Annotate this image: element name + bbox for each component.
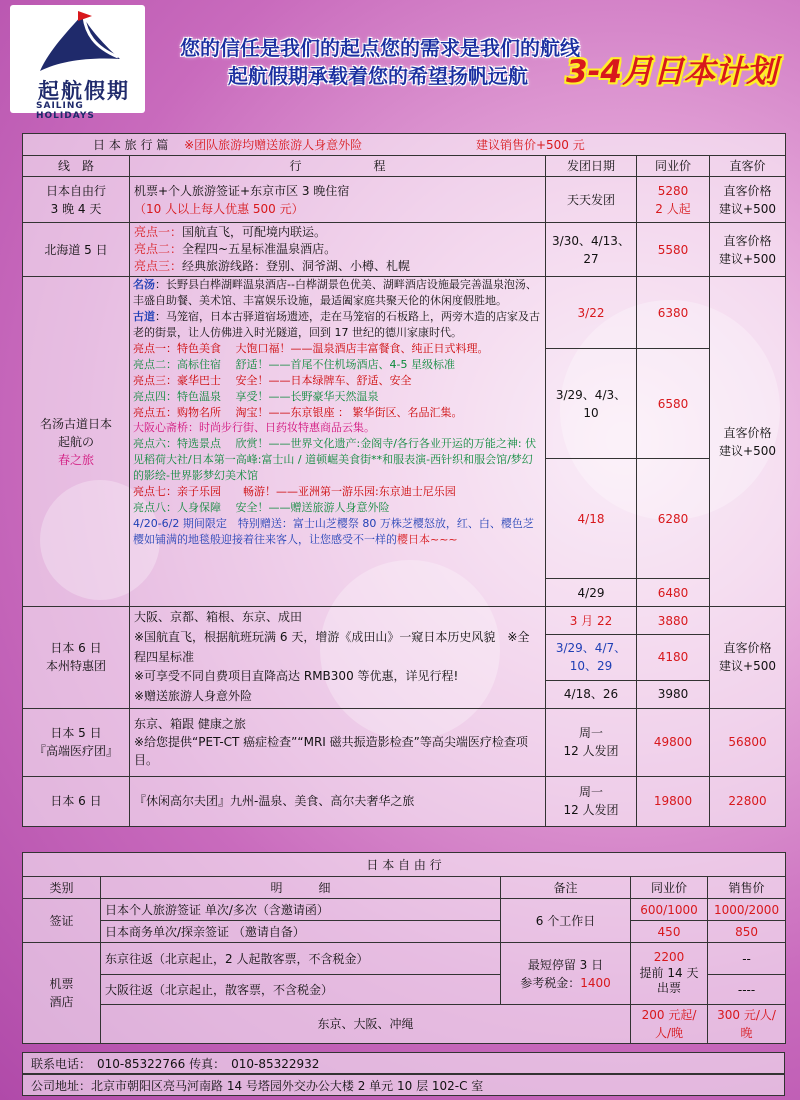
route-name: 日本 6 日 [50,641,102,656]
japan-free-travel-table [22,852,786,1044]
direct-price: 56800 [710,708,786,776]
peer-price: 2200 [653,950,685,965]
departure-date: 3/30、4/13、27 [546,223,637,277]
brand-logo [10,5,145,121]
highlight-item: 亮点八：人身保障 安全！——赠送旅游人身意外险 [133,501,390,515]
direct-price-note: 建议+500 [719,201,776,216]
sakura-promo-tail: 樱日本~~~ [397,533,458,546]
contact-phone: 联系电话： 010-85322766 传真： 010-85322932 [22,1052,785,1074]
highlight-item: 亮点七：亲子乐园 畅游！——亚洲第一游乐园:东京迪士尼乐园 [133,485,456,499]
highlight-item: 亮点五：购物名所 淘宝！——东京银座 ： 繁华街区、名品汇集。 [133,405,463,419]
sail-icon [38,11,124,77]
highlight-item: 亮点二：高标住宿 舒适！——首尾不住机场酒店、4-5 星级标准 [133,357,455,371]
table-row [23,921,786,943]
departure-date: 4/18 [546,459,637,579]
direct-price-note: 建议+500 [719,251,776,266]
slogan-line1: 您的信任是我们的起点您的需求是我们的航线 [180,36,580,60]
peer-price: 19800 [637,776,710,826]
detail: 大阪往返（北京起止，散客票，不含税金） [101,975,501,1005]
min-group-size: 12 人发团 [563,803,619,818]
itinerary-note: ※国航直飞，根据航班玩满 6 天，增游《成田山》一窥日本历史风貌 ※全程四星标准 [134,629,530,664]
table-row [23,1005,786,1044]
peer-price: 5280 [657,183,689,198]
departure-date: 4/18、26 [546,680,637,708]
ticket-note: 出票 [656,981,681,996]
header-peer-price: 同业价 [637,156,710,177]
category: 酒店 [49,995,74,1009]
highlight-item: 亮点三：豪华巴士 安全！——日本绿牌车、舒适、安全 [133,373,412,387]
departure-date: 3 月 22 [546,607,637,635]
highlight-item: 亮点一：特色美食 大饱口福！——温泉酒店丰富餐食、纯正日式料理。 [133,341,489,355]
route-name: 日本 6 日 [23,776,130,826]
insurance-note: ※团队旅游均赠送旅游人身意外险 [184,137,363,152]
detail: 东京往返（北京起止，2 人起散客票，不含税金） [101,943,501,975]
departure-date: 3/29、4/3、10 [546,349,637,459]
section-title: 日 本 旅 行 篇 [93,137,169,152]
route-subtitle: 『高端医疗团』 [33,744,118,759]
route-name: 日本 5 日 [50,726,102,741]
contact-address: 公司地址：北京市朝阳区亮马河南路 14 号塔园外交办公大楼 2 单元 10 层 102-C 室 [22,1074,785,1096]
hotspring-label: 名汤 [133,278,155,291]
peer-price: 49800 [637,708,710,776]
retail-price: 850 [708,921,786,943]
peer-price: 3880 [637,607,710,635]
japan-tour-table [22,133,786,827]
highlight-label: 亮点二： [134,242,183,257]
discount-note: （10 人以上每人优惠 500 元） [134,201,304,216]
category: 机票 [49,977,74,991]
sakura-promo: 4/20-6/2 期间限定 特别赠送：富士山芝樱祭 80 万株芝樱怒放，红、白、樱色芝樱如铺满的地毯般迎接着往来客人，让您感受不一样的 [133,517,534,546]
category: 签证 [23,899,101,943]
table-row [23,776,786,826]
highlight-label: 亮点一： [134,225,183,240]
retail-price: -- [708,943,786,975]
plan-title: 3-4月日本计划 [566,54,778,90]
itinerary-text: 『休闲高尔夫团』九州-温泉、美食、高尔夫奢华之旅 [130,776,546,826]
route-theme: 春之旅 [57,452,94,467]
min-group-size: 12 人发团 [563,744,619,759]
itinerary-note: ※赠送旅游人身意外险 [134,689,253,704]
peer-price: 6580 [637,349,710,459]
table-row [23,899,786,921]
departure-day: 周一 [578,726,603,741]
route-subtitle: 起航の [57,434,94,449]
brand-name-cn: 起航假期 [38,79,130,103]
min-people: 2 人起 [655,201,691,216]
detail: 日本个人旅游签证 单次/多次（含邀请函） [101,899,501,921]
departure-date: 3/29、4/7、10、29 [546,635,637,680]
departure-date: 3/22 [546,277,637,349]
header-peer: 同业价 [631,877,708,899]
retail-price: ---- [708,975,786,1005]
table-row [23,277,786,349]
peer-price: 3980 [637,680,710,708]
peer-price: 5580 [637,223,710,277]
highlight-label: 亮点三： [134,258,183,273]
header-remark: 备注 [501,877,631,899]
ticket-note: 提前 14 天 [639,965,699,980]
table-row [23,708,786,776]
peer-price: 6280 [637,459,710,579]
table-row [23,943,786,975]
highlight-item: 亮点四：特色温泉 享受！——长野豪华天然温泉 [133,389,379,403]
peer-price: 600/1000 [631,899,708,921]
route-duration: 3 晚 4 天 [50,201,102,216]
osaka-note: 大阪心斋桥：时尚步行街、日药妆特惠商品云集。 [133,421,375,435]
section-title-row [23,134,786,156]
slogan-line2: 起航假期承载着您的希望扬帆远航 [228,64,528,88]
table-row [23,223,786,277]
highlight-text: 经典旅游线路：登别、洞爷湖、小樽、札幌 [182,258,411,273]
itinerary-text: 机票+个人旅游签证+东京市区 3 晚住宿 [134,183,350,198]
detail: 日本商务单次/探亲签证 （邀请自备） [101,921,501,943]
direct-price-label: 直客价格 [723,233,772,248]
itinerary-note: ※给您提供“PET-CT 癌症检查”“MRI 磁共振造影检查”等高尖端医疗检查项目。 [134,735,528,768]
departure-day: 周一 [578,785,603,800]
itinerary-cities: 大阪、京都、箱根、东京、成田 [134,610,303,624]
itinerary-note: ※可享受不同自费项目直降高达 RMB300 等优惠，详见行程! [134,669,459,684]
route-subtitle: 本州特惠团 [45,659,106,674]
tax-amount: 1400 [580,975,611,990]
table-row [23,177,786,223]
header-retail: 销售价 [708,877,786,899]
direct-price-note: 建议+500 [719,659,776,674]
header-detail: 明 细 [101,877,501,899]
route-name: 名汤古道日本 [39,416,112,431]
header-route: 线 路 [23,156,130,177]
ancient-road-text: ：马笼宿，日本古驿道宿场遗迹，走在马笼宿的石板路上，两旁木造的店家及古老的街景，让人仿佛进入时光隧道，回到 17 世纪的德川家康时代。 [133,309,540,339]
retail-price: 300 元/人/晚 [708,1005,786,1044]
price-note: 建议销售价+500 元 [475,137,585,152]
header-direct-price: 直客价 [710,156,786,177]
departure-date: 天天发团 [546,177,637,223]
header-row [23,156,786,177]
peer-price: 200 元起/人/晚 [631,1005,708,1044]
detail: 东京、大阪、冲绳 [101,1005,631,1044]
header-departure: 发团日期 [546,156,637,177]
section-title: 日 本 自 由 行 [23,853,786,877]
header-category: 类别 [23,877,101,899]
peer-price: 6480 [637,579,710,607]
route-name: 北海道 5 日 [23,223,130,277]
highlight-text: 国航直飞，可配境内联运。 [182,225,327,240]
table-row [23,607,786,635]
remark: 参考税金： [520,975,581,990]
departure-date: 4/29 [546,579,637,607]
hotspring-text: ：长野县白桦湖畔温泉酒店--白桦湖景色优美、湖畔酒店设施最完善温泉泡汤、丰盛自助餐、美术馆、丰富娱乐设施，最适阖家庭共聚天伦的休闲度假胜地。 [133,278,537,307]
ancient-road-label: 古道 [133,309,155,323]
direct-price-label: 直客价格 [723,183,772,198]
direct-price: 22800 [710,776,786,826]
section-title-row [23,853,786,877]
peer-price: 4180 [637,635,710,680]
direct-price-label: 直客价格 [723,641,772,656]
page-header [0,0,800,122]
brand-name-en: SAILING HOLIDAYS [36,101,95,121]
highlight-text: 全程四~五星标准温泉酒店。 [182,242,337,257]
header-itinerary: 行 程 [130,156,546,177]
highlight-item: 亮点六：特选景点 欣赏！——世界文化遗产:金阁寺/各行各业开运的万能之神: 伏见稻荷大社/日本第一高峰:富士山 / 道顿崛美食街**和服表演-西针织和服会馆/梦幻的影绘-世界影梦幻美术馆 [133,437,537,483]
remark: 最短停留 3 日 [527,957,604,972]
peer-price: 6380 [637,277,710,349]
remark: 6 个工作日 [501,899,631,943]
route-name: 日本自由行 [45,183,106,198]
retail-price: 1000/2000 [708,899,786,921]
peer-price: 450 [631,921,708,943]
header-row [23,877,786,899]
direct-price-label: 直客价格 [723,425,772,440]
direct-price-note: 建议+500 [719,443,776,458]
itinerary-text: 东京、箱跟 健康之旅 [134,717,246,732]
